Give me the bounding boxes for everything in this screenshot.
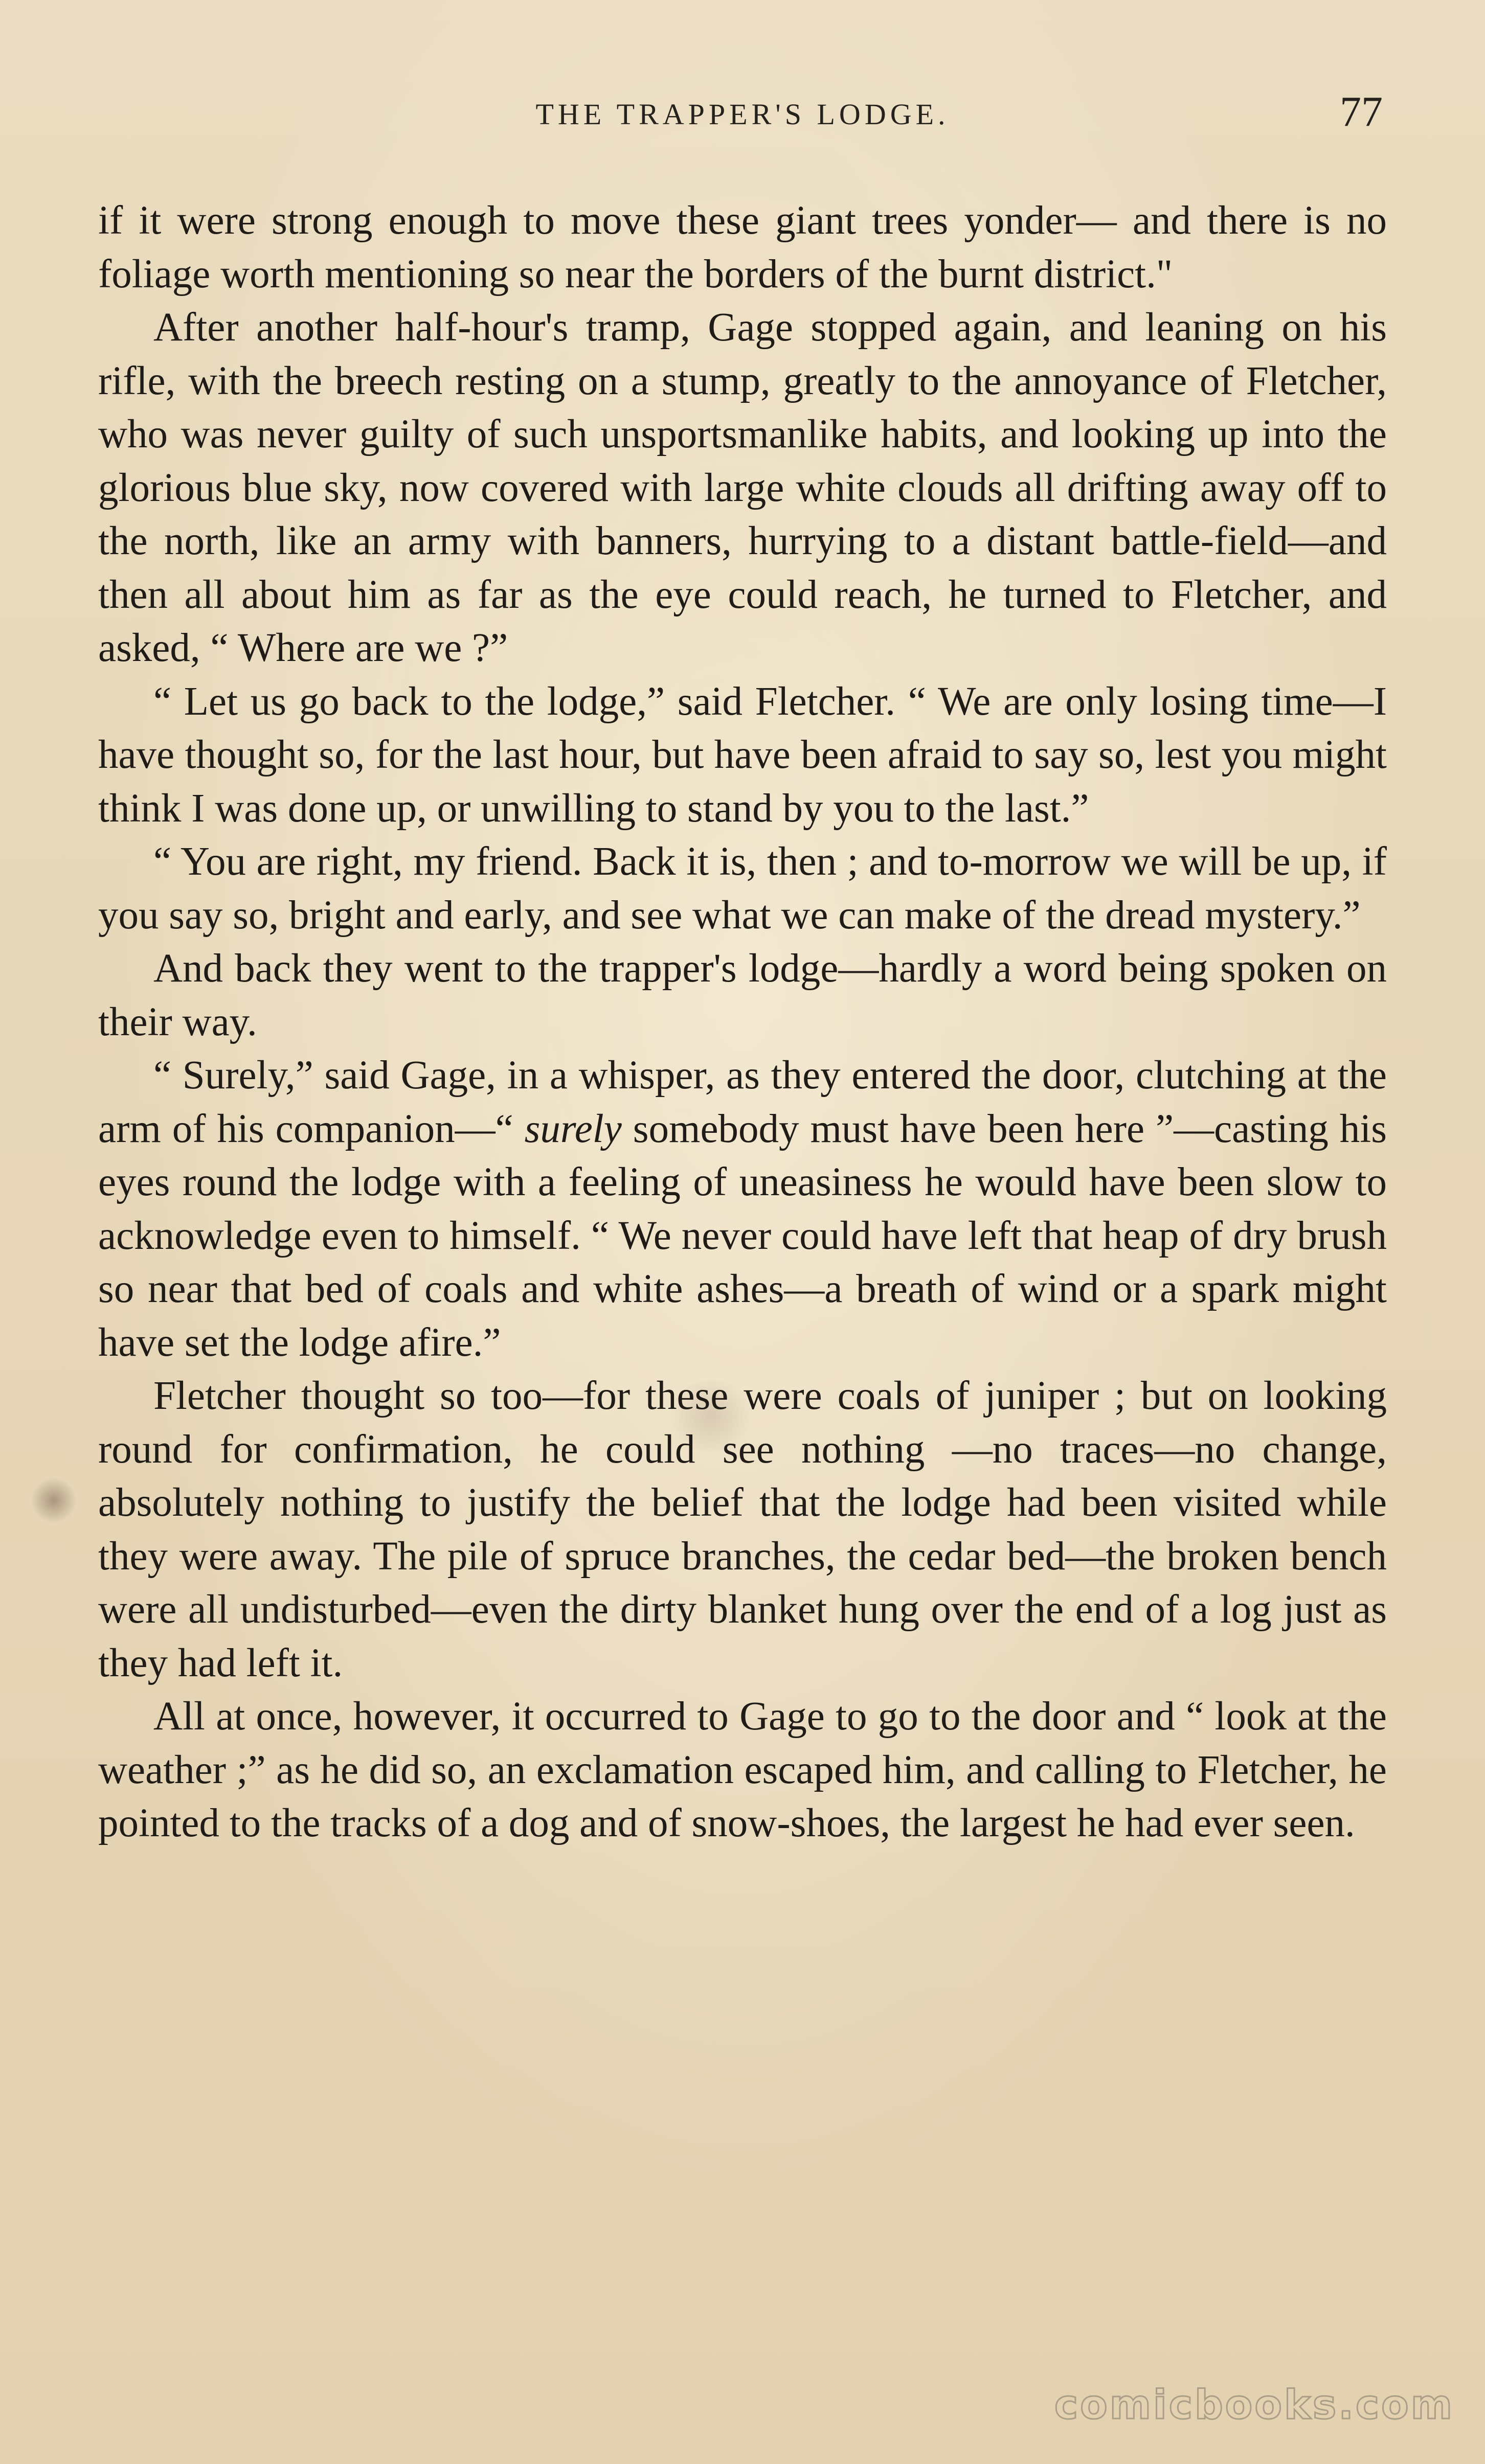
page-number: 77 (1340, 88, 1383, 135)
paragraph: After another half-hour's tramp, Gage stopped again, and leaning on his rifle, with the breech resting on a stump, greatly to the annoyance of Fletcher, who was never guilty of such unsportsmanlike habits, and looking up into the glorious blue sky, now covered with large white clouds all drifting away off to the north, like an army with banners, hurrying to a distant battle-field—and then all about him as far as the eye could reach, he turned to Fletcher, and asked, “ Where are we ?” (98, 305, 1387, 670)
paragraph: Fletcher thought so too—for these were coals of juniper ; but on looking round for confirmation, he could see nothing —no traces—no change, absolutely nothing to justify the belief that the lodge had been visited while they were away. The pile of spruce branches, the cedar bed—the broken bench were all undisturbed—even the dirty blanket hung over the end of a log just as they had left it. (98, 1374, 1387, 1685)
paragraph (98, 1049, 1387, 1370)
paper-stain (31, 1477, 77, 1523)
page-header (0, 77, 1485, 138)
emphasis-text: surely (524, 1106, 622, 1151)
paragraph: “ Let us go back to the lodge,” said Fletcher. “ We are only losing time—I have thought so, for the last hour, but have been afraid to say so, lest you might think I was done up, or unwilling to stand by you to the last.” (98, 679, 1387, 831)
paragraph: if it were strong enough to move these giant trees yonder— and there is no foliage worth mentioning so near the borders of the burnt district." (98, 198, 1387, 296)
running-title: THE TRAPPER'S LODGE. (535, 98, 950, 131)
paragraph: All at once, however, it occurred to Gage to go to the door and “ look at the weather ;” as he did so, an exclamation escaped him, and calling to Fletcher, he pointed to the tracks of a dog and of snow-shoes, the largest he had ever seen. (98, 1694, 1387, 1845)
paragraph: “ You are right, my friend. Back it is, then ; and to-morrow we will be up, if you say so, bright and early, and see what we can make of the dread mystery.” (98, 839, 1387, 938)
paragraph-text: “ Surely,” said Gage, in a whisper, as they entered the door, clutching at the arm of his companion—“ (98, 1053, 1387, 1151)
paragraph-text: somebody must have been here ”—casting his eyes round the lodge with a feeling of uneasiness he would have been slow to acknowledge even to himself. “ We never could have left that heap of dry brush so near that bed of coals and white ashes—a breath of wind or a spark might have set the lodge afire.” (98, 1106, 1387, 1365)
watermark: comicbooks.com (1054, 2382, 1454, 2428)
body-text (98, 194, 1387, 1851)
paragraph: And back they went to the trapper's lodge—hardly a word being spoken on their way. (98, 946, 1387, 1044)
